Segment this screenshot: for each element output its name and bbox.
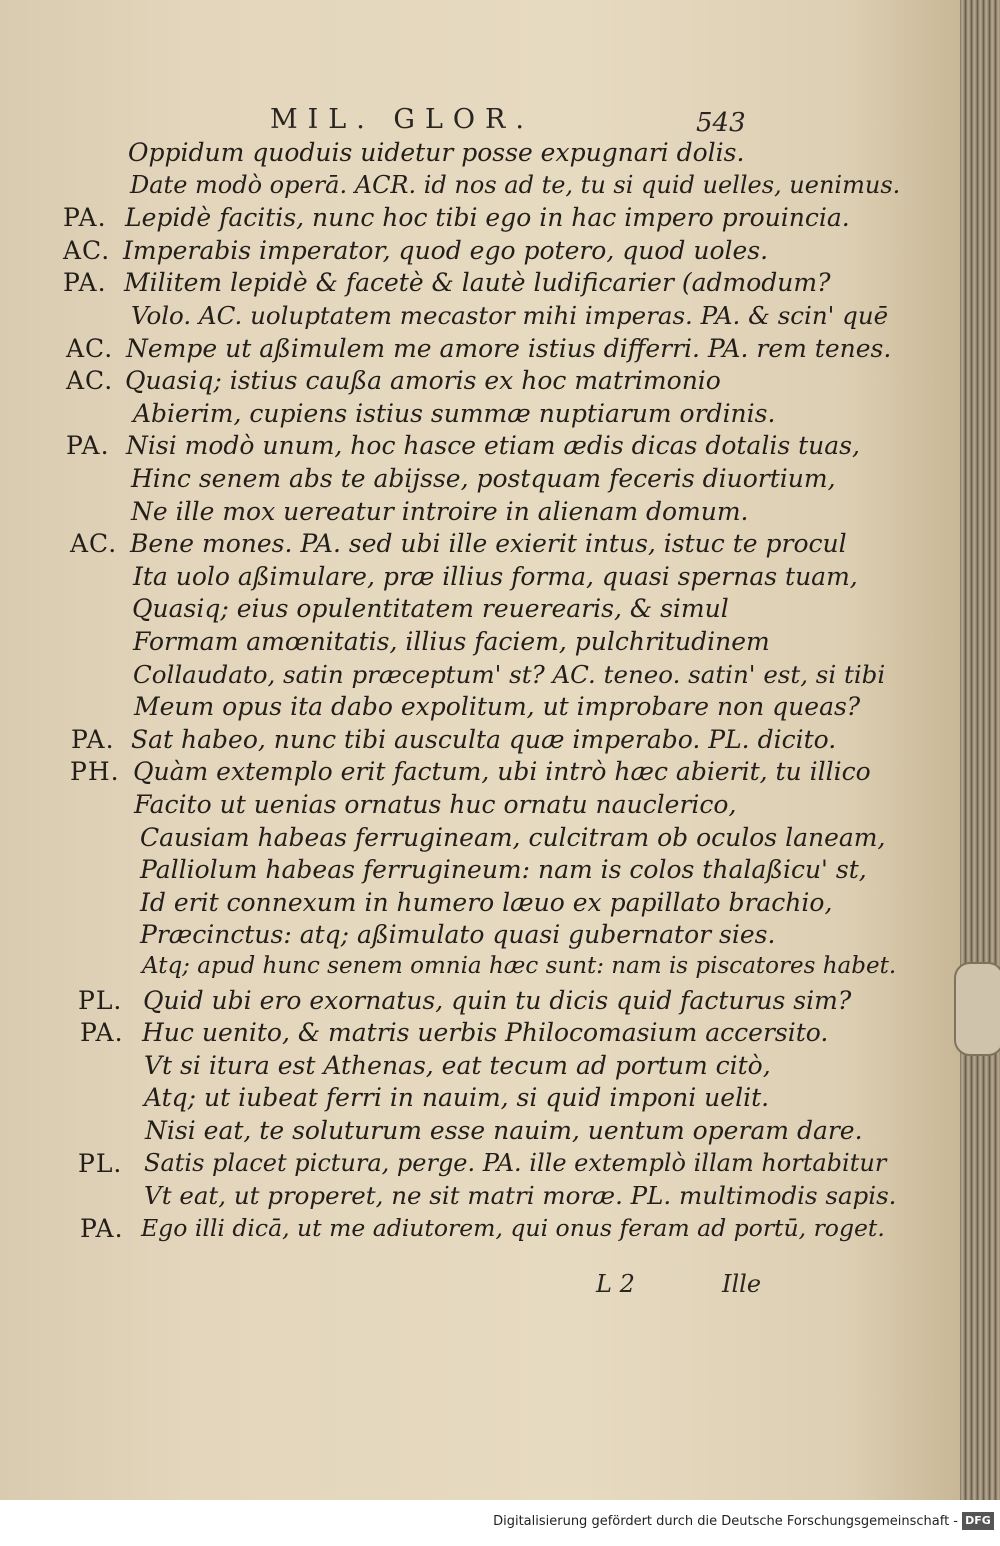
text-line	[0, 594, 960, 626]
text-line	[0, 855, 960, 887]
text-line	[0, 171, 960, 203]
text-line	[0, 1116, 960, 1148]
speaker-label: PA.	[63, 268, 107, 298]
verse-text: Hinc senem abs te abijsse, postquam feceris diuortium,	[131, 464, 836, 493]
text-line	[0, 757, 960, 789]
verse-text: Formam amœnitatis, illius faciem, pulchritudinem	[133, 627, 770, 656]
speaker-label: PL.	[78, 985, 123, 1015]
verse-text: Satis placet pictura, perge. PA. ille extemplò illam hortabitur	[144, 1148, 887, 1177]
text-line	[0, 1051, 960, 1083]
speaker-label: PA.	[66, 431, 110, 461]
text-line	[0, 823, 960, 855]
text-line	[0, 464, 960, 496]
text-line	[0, 1149, 960, 1181]
verse-text: Id erit connexum in humero læuo ex papillato brachio,	[140, 887, 833, 917]
text-line	[0, 366, 960, 398]
speaker-label: PA.	[71, 724, 115, 754]
verse-text: Quasiq; eius opulentitatem reuerearis, & simul	[132, 594, 729, 624]
speaker-label: PA.	[63, 203, 107, 233]
verse-text: Nisi modò unum, hoc hasce etiam ædis dicas dotalis tuas,	[126, 431, 860, 461]
speaker-label: PA.	[80, 1018, 124, 1048]
text-line	[0, 1214, 960, 1246]
verse-text: Vt si itura est Athenas, eat tecum ad portum citò,	[144, 1050, 771, 1080]
signature-mark: L 2	[596, 1270, 635, 1298]
text-line	[0, 888, 960, 920]
verse-text: Meum opus ita dabo expolitum, ut improbare non queas?	[134, 692, 861, 722]
text-line	[0, 562, 960, 594]
text-line	[0, 138, 960, 170]
footer-bar	[0, 1500, 1000, 1546]
verse-text: Quasiq; istius caußa amoris ex hoc matrimonio	[125, 366, 721, 396]
page-edges	[960, 0, 1000, 1500]
folio-number: 543	[696, 108, 746, 138]
verse-text: Atq; ut iubeat ferri in nauim, si quid imponi uelit.	[144, 1083, 770, 1113]
speaker-label: AC.	[63, 235, 111, 265]
speaker-label: PH.	[70, 757, 120, 787]
text-line	[0, 301, 960, 333]
text-line	[0, 692, 960, 724]
verse-text: Ego illi dicā, ut me adiutorem, qui onus feram ad portū, roget.	[141, 1213, 885, 1242]
verse-text: Nempe ut aßimulem me amore istius differri. PA. rem tenes.	[126, 333, 892, 363]
verse-text: Facito ut uenias ornatus huc ornatu nauclerico,	[134, 790, 737, 819]
text-line	[0, 529, 960, 561]
text-line	[0, 1083, 960, 1115]
speaker-label: AC.	[66, 366, 114, 396]
text-line	[0, 334, 960, 366]
speaker-label: PL.	[78, 1148, 123, 1178]
speaker-label: PA.	[80, 1213, 124, 1243]
verse-text: Militem lepidè & facetè & lautè ludificarier (admodum?	[124, 268, 831, 298]
verse-text: Palliolum habeas ferrugineum: nam is colos thalaßicu' st,	[140, 855, 867, 885]
text-line	[0, 431, 960, 463]
text-line	[0, 920, 960, 952]
verse-text: Causiam habeas ferrugineam, culcitram ob oculos laneam,	[140, 822, 886, 852]
clasp-tab	[954, 962, 1000, 1056]
speaker-label: AC.	[70, 529, 118, 559]
verse-text: Ne ille mox uereatur introire in alienam domum.	[131, 496, 749, 526]
text-line	[0, 399, 960, 431]
verse-text: Date modò operā. ACR. id nos ad te, tu si quid uelles, uenimus.	[130, 170, 901, 199]
text-line	[0, 203, 960, 235]
text-line	[0, 660, 960, 692]
text-line	[0, 725, 960, 757]
running-title: MIL. GLOR.	[270, 104, 534, 135]
text-line	[0, 790, 960, 822]
text-line	[0, 268, 960, 300]
dfg-logo: DFG	[962, 1512, 994, 1530]
verse-text: Oppidum quoduis uidetur posse expugnari dolis.	[128, 138, 745, 167]
text-line	[0, 986, 960, 1018]
verse-text: Imperabis imperator, quod ego potero, quod uoles.	[123, 235, 769, 265]
footer-credit: Digitalisierung gefördert durch die Deutsche Forschungsgemeinschaft -	[493, 1514, 958, 1529]
verse-text: Quid ubi ero exornatus, quin tu dicis quid facturus sim?	[143, 985, 852, 1015]
verse-text: Ita uolo aßimulare, præ illius forma, quasi spernas tuam,	[133, 561, 858, 591]
verse-text: Atq; apud hunc senem omnia hæc sunt: nam is piscatores habet.	[142, 953, 897, 979]
text-line	[0, 236, 960, 268]
verse-text: Lepidè facitis, nunc hoc tibi ego in hac impero prouincia.	[125, 203, 850, 233]
verse-text: Quàm extemplo erit factum, ubi intrò hæc abierit, tu illico	[133, 757, 871, 787]
speaker-label: AC.	[66, 333, 114, 363]
verse-text: Bene mones. PA. sed ubi ille exierit intus, istuc te procul	[130, 529, 847, 559]
verse-text: Vt eat, ut properet, ne sit matri moræ. PL. multimodis sapis.	[144, 1181, 897, 1211]
verse-text: Volo. AC. uoluptatem mecastor mihi imperas. PA. & scin' quē	[131, 301, 889, 330]
verse-text: Abierim, cupiens istius summæ nuptiarum ordinis.	[133, 398, 776, 428]
catchword: Ille	[722, 1270, 762, 1298]
text-line	[0, 1018, 960, 1050]
verse-text: Nisi eat, te soluturum esse nauim, uentum operam dare.	[145, 1116, 863, 1145]
verse-text: Huc uenito, & matris uerbis Philocomasium accersito.	[142, 1018, 829, 1048]
verse-text: Præcinctus: atq; aßimulato quasi gubernator sies.	[140, 920, 776, 950]
text-line	[0, 953, 960, 985]
verse-text: Sat habeo, nunc tibi ausculta quæ imperabo. PL. dicito.	[131, 724, 837, 754]
verse-text: Collaudato, satin præceptum' st? AC. teneo. satin' est, si tibi	[133, 659, 886, 689]
text-line	[0, 1181, 960, 1213]
text-line	[0, 497, 960, 529]
text-line	[0, 627, 960, 659]
